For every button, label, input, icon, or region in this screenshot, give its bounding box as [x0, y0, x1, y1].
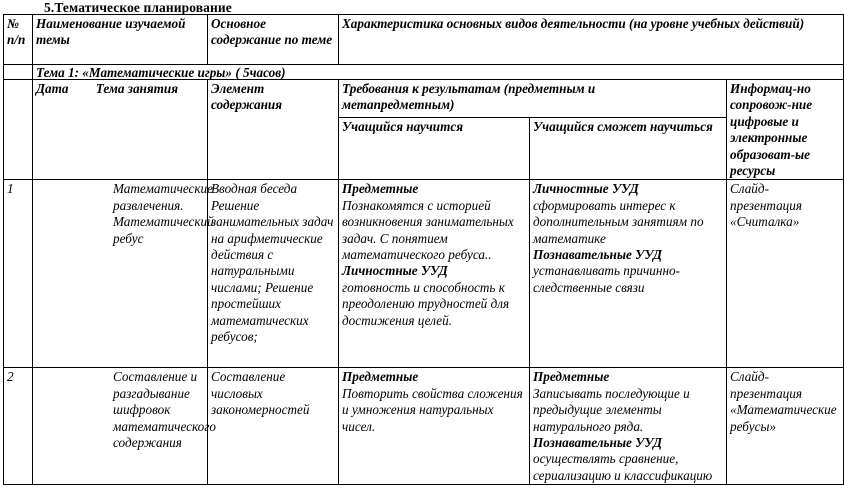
- header-main-content: Основное содержание по теме: [208, 15, 339, 65]
- subheader-lesson-topic: Тема занятия: [95, 81, 179, 96]
- table-row: [4, 180, 844, 368]
- row-may-learn: [530, 368, 727, 485]
- will-learn-text-personal: готовность и способность к преодолению трудностей для достижения целей.: [342, 279, 510, 328]
- planning-table: [3, 14, 844, 485]
- may-learn-text-cognitive: устанавливать причинно-следственные связи: [533, 263, 680, 295]
- will-learn-heading-personal: Личностные УУД: [342, 263, 448, 279]
- subheader-element: Элемент содержания: [208, 80, 339, 180]
- row-number: 1: [4, 180, 33, 368]
- row-will-learn: [339, 368, 530, 485]
- header-number: № п/п: [4, 15, 33, 65]
- subheader-date-label: Дата: [36, 81, 69, 96]
- row-number: 2: [4, 368, 33, 485]
- subheader-will-learn: Учащийся научится: [339, 118, 530, 180]
- may-learn-heading-cognitive: Познавательные УУД: [533, 435, 662, 451]
- will-learn-heading-subject: Предметные: [342, 181, 419, 197]
- may-learn-heading-cognitive: Познавательные УУД: [533, 247, 662, 263]
- subheader-date: [33, 80, 208, 180]
- subheader-info-resources: Информац-но сопровож-ние цифровые и электронные образоват-ые ресурсы: [727, 80, 844, 180]
- header-activities: Характеристика основных видов деятельности (на уровне учебных действий): [339, 15, 844, 65]
- subheader-may-learn: Учащийся сможет научиться: [530, 118, 727, 180]
- may-learn-text-subject: Записывать последующие и предыдущие элементы натурального ряда.: [533, 385, 690, 434]
- table-row: [4, 368, 844, 485]
- row-resource: Слайд-презентация «Математические ребусы»: [727, 368, 844, 485]
- row-will-learn: [339, 180, 530, 368]
- subheader-row: [4, 80, 844, 118]
- row-topic: Составление и разгадывание шифровок математического содержания: [33, 368, 208, 485]
- may-learn-text-personal: сформировать интерес к дополнительным занятиям по математике: [533, 197, 704, 246]
- row-topic: Математические развлечения. Математический ребус: [33, 180, 208, 368]
- table-header-row: [4, 15, 844, 65]
- header-topic-title: Наименование изучаемой темы: [33, 15, 208, 65]
- row-element: Вводная беседа Решение занимательных задач на арифметические действия с натуральными числами; Решение простейших математических ребусов;: [208, 180, 339, 368]
- section-title-row: [4, 65, 844, 80]
- row-resource: Слайд-презентация «Считалка»: [727, 180, 844, 368]
- section-title: Тема 1: «Математические игры» ( 5часов): [33, 65, 844, 80]
- may-learn-heading-subject: Предметные: [533, 369, 610, 385]
- row-may-learn: [530, 180, 727, 368]
- subheader-requirements: Требования к результатам (предметным и метапредметным): [339, 80, 727, 118]
- may-learn-heading-personal: Личностные УУД: [533, 181, 639, 197]
- section-heading: 5.Тематическое планирование: [44, 0, 232, 15]
- will-learn-heading-subject: Предметные: [342, 369, 419, 385]
- will-learn-text-subject: Познакомятся с историей возникновения занимательных задач. С понятием математического ребуса..: [342, 197, 514, 263]
- row-element: Составление числовых закономерностей: [208, 368, 339, 485]
- will-learn-text-subject: Повторить свойства сложения и умножения натуральных чисел.: [342, 385, 523, 434]
- may-learn-text-cognitive: осуществлять сравнение, сериализацию и классификацию: [533, 451, 713, 483]
